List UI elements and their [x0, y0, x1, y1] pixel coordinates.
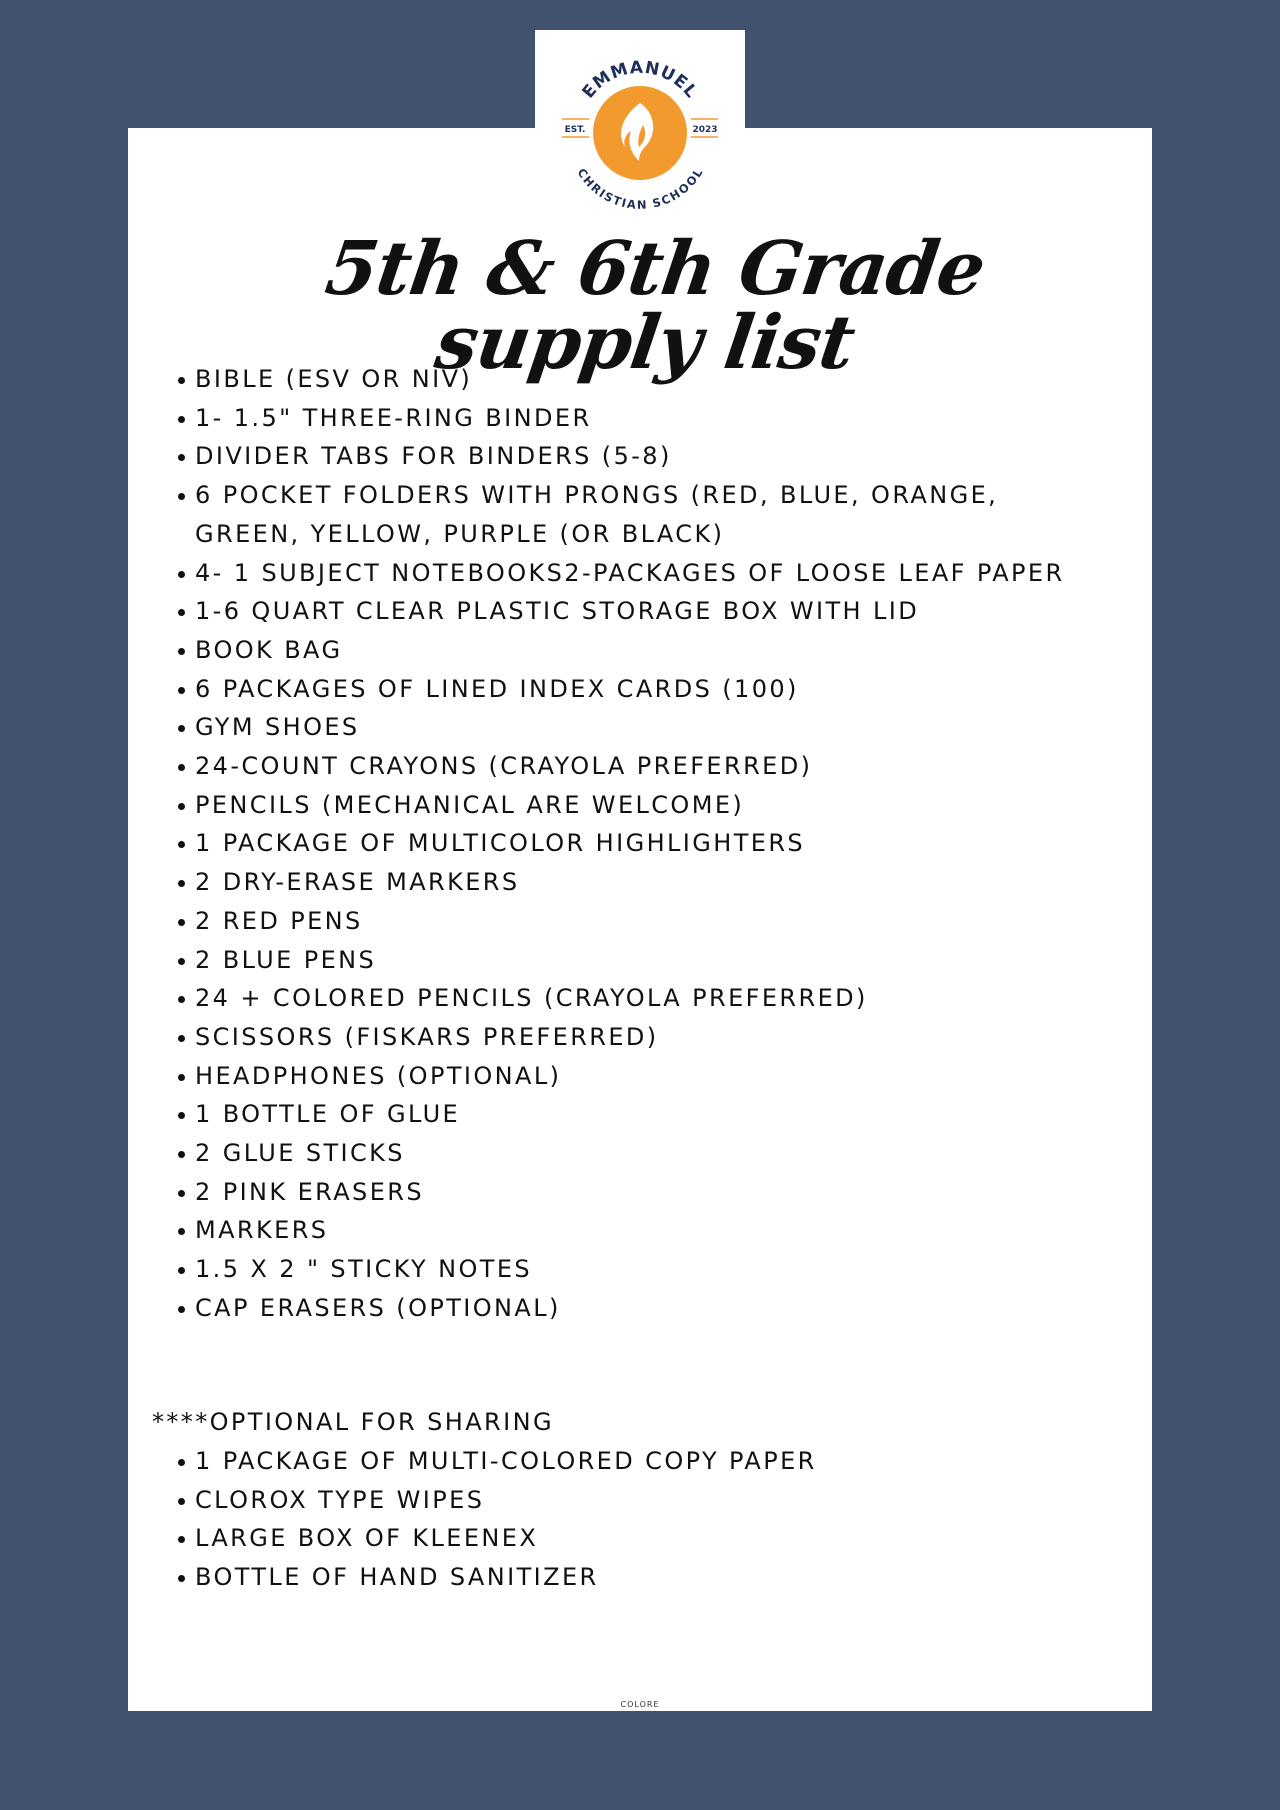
- list-item: CAP ERASERS (OPTIONAL): [175, 1289, 1135, 1328]
- list-item: 1 PACKAGE OF MULTICOLOR HIGHLIGHTERS: [175, 824, 1135, 863]
- list-item: GREEN, YELLOW, PURPLE (OR BLACK): [195, 519, 725, 548]
- list-item: DIVIDER TABS FOR BINDERS (5-8): [175, 437, 1135, 476]
- list-item: 2 GLUE STICKS: [175, 1134, 1135, 1173]
- list-item: PENCILS (MECHANICAL ARE WELCOME): [175, 786, 1135, 825]
- list-item: HEADPHONES (OPTIONAL): [175, 1057, 1135, 1096]
- optional-heading: ****OPTIONAL FOR SHARING: [152, 1408, 554, 1436]
- list-item: 1 BOTTLE OF GLUE: [175, 1095, 1135, 1134]
- list-item: CLOROX TYPE WIPES: [175, 1481, 1135, 1520]
- footer-text: COLORE: [620, 1700, 660, 1709]
- list-item: LARGE BOX OF KLEENEX: [175, 1519, 1135, 1558]
- logo-year: 2023: [692, 125, 718, 135]
- list-item: 2 DRY-ERASE MARKERS: [175, 863, 1135, 902]
- list-item: 1- 1.5" THREE-RING BINDER: [175, 399, 1135, 438]
- supplies-list: [175, 360, 1135, 1328]
- list-item: GYM SHOES: [175, 708, 1135, 747]
- list-item: 24-COUNT CRAYONS (CRAYOLA PREFERRED): [175, 747, 1135, 786]
- list-item: 1-6 QUART CLEAR PLASTIC STORAGE BOX WITH LID: [175, 592, 1135, 631]
- logo-subtitle: CHRISTIAN SCHOOL: [574, 165, 706, 210]
- list-item: 2 BLUE PENS: [175, 941, 1135, 980]
- list-item: 4- 1 SUBJECT NOTEBOOKS2-PACKAGES OF LOOSE LEAF PAPER: [175, 554, 1135, 593]
- school-logo: [555, 55, 725, 210]
- list-item: 2 RED PENS: [175, 902, 1135, 941]
- page-title: 5th & 6th Grade supply list: [320, 226, 990, 386]
- list-item: 6 PACKAGES OF LINED INDEX CARDS (100): [175, 670, 1135, 709]
- list-item: 6 POCKET FOLDERS WITH PRONGS (RED, BLUE, ORANGE,: [175, 476, 1135, 515]
- list-item: BOTTLE OF HAND SANITIZER: [175, 1558, 1135, 1597]
- optional-sharing-list: [175, 1442, 1135, 1597]
- list-item: 1.5 X 2 " STICKY NOTES: [175, 1250, 1135, 1289]
- list-item: 2 PINK ERASERS: [175, 1173, 1135, 1212]
- list-item: MARKERS: [175, 1211, 1135, 1250]
- logo-name: EMMANUEL: [578, 57, 702, 103]
- list-item: BOOK BAG: [175, 631, 1135, 670]
- logo-est-label: EST.: [564, 125, 586, 135]
- list-item: SCISSORS (FISKARS PREFERRED): [175, 1018, 1135, 1057]
- list-item: 1 PACKAGE OF MULTI-COLORED COPY PAPER: [175, 1442, 1135, 1481]
- list-item: 24 + COLORED PENCILS (CRAYOLA PREFERRED): [175, 979, 1135, 1018]
- list-item: BIBLE (ESV OR NIV): [175, 360, 1135, 399]
